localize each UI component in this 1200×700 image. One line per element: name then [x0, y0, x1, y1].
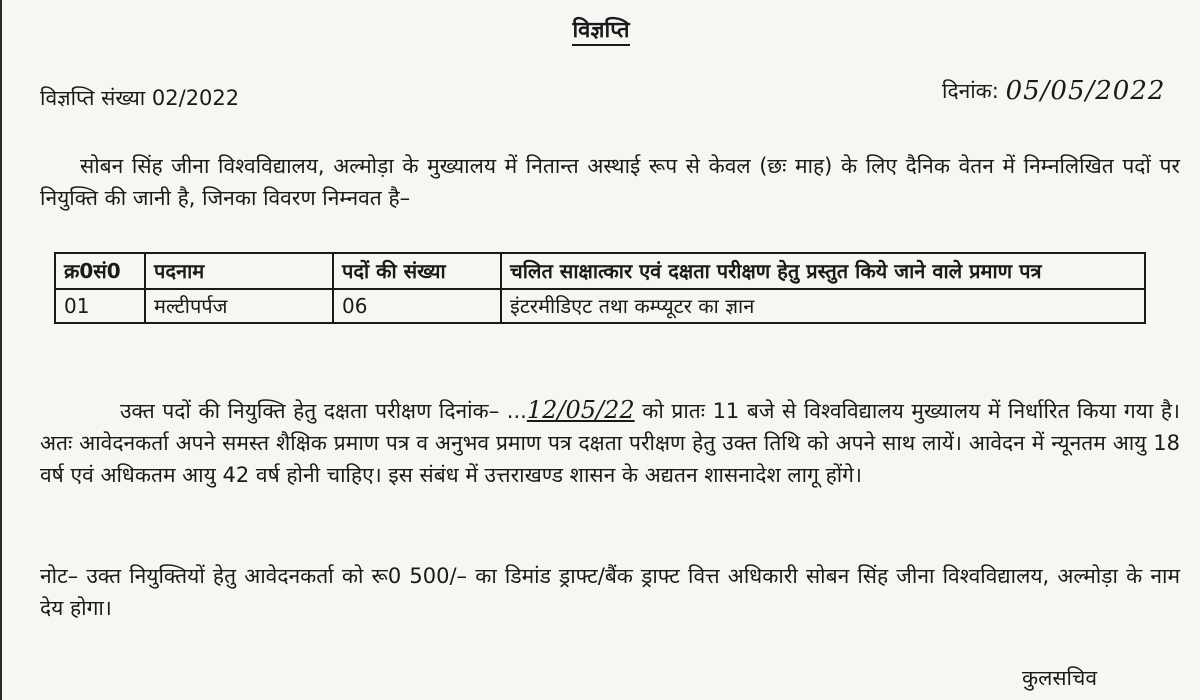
test-details-text: उक्त पदों की नियुक्ति हेतु दक्षता परीक्षण दिनांक– ...	[120, 399, 527, 423]
handwritten-test-date: 12/05/22	[526, 396, 635, 424]
posts-table	[54, 252, 1146, 324]
date-label: दिनांक:	[942, 79, 999, 103]
cell-post-count: 06	[333, 289, 501, 323]
intro-paragraph: सोबन सिंह जीना विश्वविद्यालय, अल्मोड़ा के मुख्यालय में नितान्त अस्थाई रूप से केवल (छः माह) के लिए दैनिक वेतन में निम्नलिखित पदों पर नियुक्ति की जानी है, जिनका विवरण निम्नवत है–	[40, 154, 1180, 210]
notice-number: विज्ञप्ति संख्या 02/2022	[40, 86, 240, 110]
signatory: कुलसचिव	[1022, 666, 1098, 690]
cell-certificates: इंटरमीडिएट तथा कम्प्यूटर का ज्ञान	[501, 289, 1145, 323]
col-post-name-header: पदनाम	[145, 253, 333, 289]
cell-serial: 01	[55, 289, 145, 323]
table-row	[55, 289, 1145, 323]
test-details-text-rest: को प्रातः 11 बजे से विश्वविद्यालय मुख्यालय में निर्धारित किया गया है। अतः आवेदनकर्ता अपने समस्त शैक्षिक प्रमाण पत्र व अनुभव प्रमाण पत्र दक्षता परीक्षण हेतु उक्त तिथि को अपने साथ लायें। आवेदन में न्यूनतम आयु 18 वर्ष एवं अधिकतम आयु 42 वर्ष होनी चाहिए। इस संबंध में उत्तराखण्ड शासन के अद्यतन शासनादेश लागू होंगे।	[40, 399, 1180, 487]
col-serial-header: क्र0सं0	[55, 253, 145, 289]
cell-post-name: मल्टीपर्पज	[145, 289, 333, 323]
notice-title: विज्ञप्ति	[2, 14, 1200, 44]
col-certificates-header: चलित साक्षात्कार एवं दक्षता परीक्षण हेतु प्रस्तुत किये जाने वाले प्रमाण पत्र	[501, 253, 1145, 289]
handwritten-date: 05/05/2022	[1005, 76, 1166, 106]
col-post-count-header: पदों की संख्या	[333, 253, 501, 289]
test-details-paragraph	[40, 394, 1180, 491]
note-paragraph: नोट– उक्त नियुक्तियों हेतु आवेदनकर्ता को रू0 500/– का डिमांड ड्राफ्ट/बैंक ड्राफ्ट वित्त अधिकारी सोबन सिंह जीना विश्वविद्यालय, अल्मोड़ा के नाम देय होगा।	[40, 564, 1180, 620]
notice-date	[942, 76, 1165, 106]
table-header-row	[55, 253, 1145, 289]
